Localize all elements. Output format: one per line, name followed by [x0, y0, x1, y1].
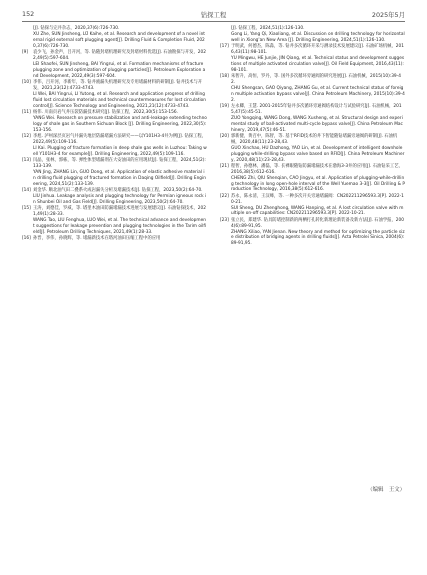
reference-text: 郭新健，黄召中，陈智，等. 基于RFID技术的井下智能随钻堵漏旁通阀的研制[J]. 石油机械，2020,48(11):23-28,43. GUO Xinchao, HU Dazhong, YAO Lin, et al. Development of intelligent downhole plugging while-drilling bypass valve based on RFID[J]. China Petroleum Machinery, 2020,48(11):23-28,43.	[231, 133, 405, 163]
reference-text: 杨伟. 川南页岩气井压裂防漏技术研究[J]. 钻探工程，2022,30(5):153-156. YANG Wei. Research on pressure stabilization and anti-leakage extending technology of shale gas in Southern Sichuan Block [J]. Drilling Engineering, 2022,30(5):153-156.	[33, 109, 207, 133]
reference-number: [16]	[22, 235, 31, 241]
reference-entry	[220, 44, 405, 74]
reference-number: [23]	[220, 217, 229, 223]
reference-number: [10]	[22, 79, 31, 85]
reference-text: 朱智升，高恒，罗丹，等. 国外多次循环旁通阀的研究进展[J]. 石油机械，2015(10):39-42. CHU Shengsan, GAO Qiyang, ZHANG Gu, et al. Current technical status of foreign multiple activation bypass valve[J]. China Petroleum Machinery, 2015(10):39-42.	[231, 74, 405, 103]
reference-text: 程智，孙德林，潘磊，等. 长裸眼随钻防漏堵漏技术在渤海3-3井的应用[J]. 石油钻采工艺，2016,38(5):612-616. CHENG Zhi, QIU Shenqian, CAO Jingyu, et al. Application of plugging-while-drilling technology in long open-hole interval of the Well Yuemao 3-3[J]. Oil Drilling & Production Technology, 2016,38(5):612-616.	[231, 163, 405, 193]
reference-number: [12]	[22, 133, 31, 139]
reference-entry	[220, 194, 405, 218]
reference-entry	[22, 80, 207, 110]
journal-name: 钻探工程	[200, 11, 227, 19]
references-right-column	[220, 26, 405, 248]
reference-number: [14]	[22, 187, 31, 193]
reference-number: [9]	[22, 50, 29, 56]
reference-text: 闫晶，张林，郭栋，等. 弹性体型堵漏剂在大安油田的应用现状[J]. 钻探工程，2024,51(2):133-139. YAN Jing, ZHANG Lin, GUO Dong, et al. Application of elastic adhesive material in drilling fluid plugging of fractured formation in Daqing Oilfield[J]. Drilling Engineering, 2024,51(2):133-139.	[33, 157, 206, 187]
reference-entry	[220, 164, 405, 194]
reference-text: 袁少飞，孙金声，吕开河，等. 钻随封堵机理研究及封堵材料优选[J]. 石油勘探与开发，2022,49(5):597-604. LEI Shaofei, SUN Jinsheng, BAI Yingrui, et al. Formation mechanisms of fracture plugging zone and optimization of plugging particles[J]. Petroleum Exploration and Development, 2022,49(3):597-604.	[33, 50, 206, 79]
reference-number: [21]	[220, 163, 229, 169]
reference-text: [J]. 钻探工程，2024,51(1):126-130. Gong Li, Yang Qi, Xiaoliang, et al. Discussion on drilling technology for horizontal well in Xiong'an New Area [J]. Drilling Engineering, 2024,51(1):126-130.	[231, 26, 405, 43]
reference-entry	[220, 74, 405, 104]
reference-number: [19]	[220, 103, 229, 109]
reference-text: 李旭. 泸州深层页岩气井漏失地层防漏堵漏方法研究——以Y101H3-4井为例[J]. 钻探工程，2022,49(5):109-116. LI Kai. Plugging of fracture formation in deep shale gas wells in Luzhou: Taking well Y101H3-4 for example[J]. Drilling Engineering, 2022,49(5):109-116.	[33, 133, 207, 157]
reference-entry	[22, 206, 207, 236]
page-number: 152	[22, 10, 35, 18]
reference-text: 刘金华. 顺北油气田二叠系火成岩漏失分析及堵漏技术[J]. 钻探工程，2023,50(2):64-70. LIU Jinhua. Leakage analysis and plugging technology for Permian igneous rock in Shunbei Oil and Gas Field[J]. Drilling Engineering, 2023,50(2):64-70.	[33, 187, 207, 205]
editor-signoff: （编辑 王文）	[367, 487, 405, 493]
references-left-column	[22, 26, 207, 242]
reference-entry	[22, 158, 207, 188]
reference-entry	[22, 110, 207, 134]
reference-number: [15]	[22, 205, 31, 211]
reference-text: 孙晋，李伟，孙晓辉，等. 堵漏新技术在塔河油田压缩工程中的应用	[33, 235, 161, 241]
header-rule	[22, 21, 405, 22]
reference-entry	[22, 26, 207, 50]
reference-entry	[220, 26, 405, 44]
reference-text: 左永卿，王慧. 2001-2015年钻井多次循环旁通阀结构设计与试验研究[J]. 石油机械，2015,47(5):45-51. ZUO Yongqing, WANG Dong, WANG Xusheng, et al. Structural design and experimental study of ball-activated multi-cycle bypass valve[J]. China Petroleum Machinery, 2019,47(5):46-51.	[231, 103, 403, 133]
reference-number: [11]	[22, 109, 31, 115]
reference-number: [17]	[220, 44, 229, 50]
reference-entry	[22, 50, 207, 80]
reference-entry	[22, 188, 207, 206]
reference-number: [22]	[220, 193, 229, 199]
reference-entry	[220, 104, 405, 134]
reference-text: 于明武，何德杰，陈淼，等. 钻井多次循环开采与测录技术发展建议[J]. 石油矿场机械，2016,43(11):98-101. YU Mingwu, HE Junjie, JIN Qiang, et al. Technical status and development suggestions of multiple activated circulation valve[J]. Oil Field Equipment, 2016,43(11):98-101.	[231, 44, 405, 73]
reference-number: [20]	[220, 133, 229, 139]
reference-entry	[22, 134, 207, 158]
reference-text: 苏永，陈永清，王汉峰，等. 一种多次开关旁通堵漏阀：CN202211296593.3[P]. 2022-10-21. SUI Sheng, DU Zhenghong, WANG Hanping, et al. A lost circulation valve with multiple on-off capabilities: CN202211296593.3[P]. 2022-10-21.	[231, 193, 404, 217]
reference-text: 王涛，刘德佳，罗威，等. 塔里木油田防漏堵漏技术进展与发展建议[J]. 石油钻探技术，2021,49(1):28-33. WANG Tao, LIU Fenghua, LUO Wei, et al. The technical advance and development suggestions for leakage prevention and plugging technologies in the Tarim oilfield[J]. Petroleum Drilling Techniques, 2021,49(1):28-33.	[33, 205, 207, 235]
reference-entry	[220, 218, 405, 248]
reference-entry	[22, 236, 207, 242]
reference-text: 李伟，吕开河，李新年，等. 钻井液漏失机理研究及专用堵漏材料的研制[J]. 钻井技术与开发，2021,23(12):4733-4743. LI Wei, BAI Yingrui, LI Yutong, et al. Research and application progress of drilling fluid lost circulation materials and technical countermeasures for lost circulation control[J]. Science Technology and Engineering, 2021,21(12):4733-4743.	[33, 79, 207, 109]
reference-number: [18]	[220, 74, 229, 80]
reference-entry	[220, 134, 405, 164]
issue-date: 2025年5月	[371, 11, 405, 19]
reference-text: 张立民，郑建华. 钻具防堵控制新的两栖打孔转化新理论新装备及新方法[J]. 石油学报，2004(6):89-91,95. ZHANG Xiliao, YAN Jienan. New theory and method for optimizing the particle size distribution of bridging agents in drilling fluids[J]. Acta Petrolei Sinica, 2004(6):89-91,95.	[231, 217, 405, 247]
reference-text: [J]. 钻探与完井杂志，2020,37(6):726-730. XU Zhe, SUN Jinsheng, LÜ Kaihe, et al. Research and development of a novel internal rigid external soft plugging agent[J]. Drilling Fluid & Completion Fluid, 2020,37(6):726-730.	[33, 26, 205, 49]
reference-number: [13]	[22, 157, 31, 163]
